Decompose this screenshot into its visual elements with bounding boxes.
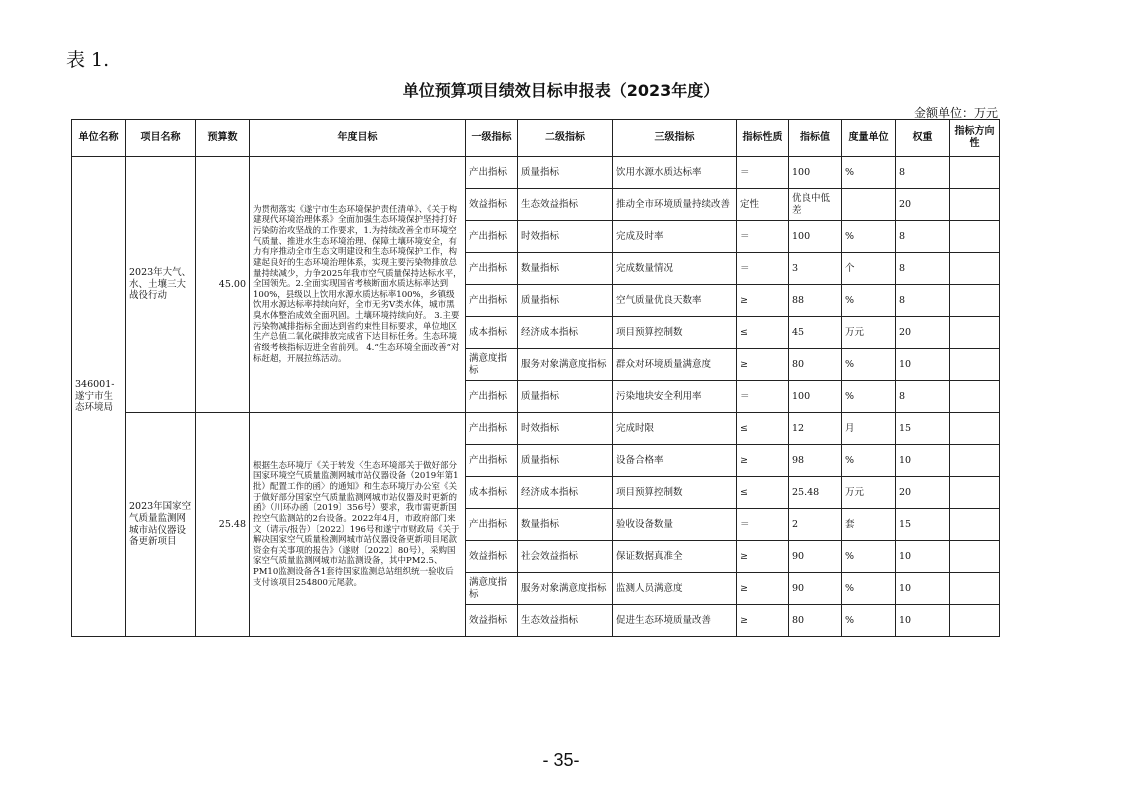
level2-indicator-cell: 服务对象满意度指标 [518, 349, 613, 381]
budget-cell: 25.48 [196, 413, 250, 637]
weight-cell: 8 [896, 381, 950, 413]
header-cell: 三级指标 [613, 120, 737, 157]
level1-indicator-cell: 成本指标 [466, 477, 518, 509]
page-number: - 35- [542, 750, 580, 770]
indicator-nature-cell: ≥ [737, 349, 789, 381]
indicator-value-cell: 90 [789, 541, 842, 573]
header-cell: 指标方向性 [950, 120, 1000, 157]
level2-indicator-cell: 质量指标 [518, 381, 613, 413]
indicator-nature-cell: ≥ [737, 285, 789, 317]
weight-cell: 15 [896, 413, 950, 445]
level2-indicator-cell: 质量指标 [518, 285, 613, 317]
measure-unit-cell: 个 [842, 253, 896, 285]
level2-indicator-cell: 时效指标 [518, 221, 613, 253]
level2-indicator-cell: 社会效益指标 [518, 541, 613, 573]
table-row [72, 157, 1000, 189]
indicator-value-cell: 80 [789, 349, 842, 381]
indicator-nature-cell: ＝ [737, 381, 789, 413]
level3-indicator-cell: 饮用水源水质达标率 [613, 157, 737, 189]
indicator-direction-cell [950, 477, 1000, 509]
level3-indicator-cell: 空气质量优良天数率 [613, 285, 737, 317]
indicator-value-cell: 90 [789, 573, 842, 605]
annual-goal-cell: 为贯彻落实《遂宁市生态环境保护责任清单》、《关于构建现代环境治理体系》全面加强生态环境保护坚持打好污染防治攻坚战的工作要求，1.为持续改善全市环境空气质量、推进水生态环境治理、保障土壤环境安全，有力有序推动全市生态文明建设和生态环境保护工作，构建起良好的生态环境治理体系，实现主要污染物排放总量持续减少，力争2025年我市空气质量保持达标水平，全国领先。2.全面实现国省考核断面水质达标率达到100%，县级以上饮用水源水质达标率100%，乡镇级饮用水源达标率持续向好，全市无劣Ⅴ类水体，城市黑臭水体整治成效全面巩固。土壤环境持续向好。 3.主要污染物减排指标全面达到省约束性目标要求，单位地区生产总值二氧化碳排放完成省下达目标任务。生态环境省级考核指标迈进全省前列。 4.“生态环境全面改善”对标赶超，开展拉练活动。 [250, 157, 466, 413]
indicator-value-cell: 100 [789, 381, 842, 413]
measure-unit-cell: % [842, 221, 896, 253]
indicator-direction-cell [950, 317, 1000, 349]
indicator-value-cell: 45 [789, 317, 842, 349]
indicator-direction-cell [950, 285, 1000, 317]
weight-cell: 10 [896, 349, 950, 381]
indicator-nature-cell: ＝ [737, 157, 789, 189]
header-cell: 预算数 [196, 120, 250, 157]
header-cell: 权重 [896, 120, 950, 157]
indicator-direction-cell [950, 605, 1000, 637]
level2-indicator-cell: 时效指标 [518, 413, 613, 445]
level2-indicator-cell: 生态效益指标 [518, 605, 613, 637]
measure-unit-cell: 万元 [842, 477, 896, 509]
level2-indicator-cell: 经济成本指标 [518, 477, 613, 509]
indicator-value-cell: 25.48 [789, 477, 842, 509]
measure-unit-cell: % [842, 381, 896, 413]
table-header-row [72, 120, 1000, 157]
header-cell: 指标性质 [737, 120, 789, 157]
weight-cell: 20 [896, 477, 950, 509]
level1-indicator-cell: 满意度指标 [466, 349, 518, 381]
indicator-nature-cell: ≤ [737, 477, 789, 509]
indicator-value-cell: 3 [789, 253, 842, 285]
level1-indicator-cell: 产出指标 [466, 157, 518, 189]
level3-indicator-cell: 设备合格率 [613, 445, 737, 477]
project-name-cell: 2023年国家空气质量监测网城市站仪器设备更新项目 [126, 413, 196, 637]
level3-indicator-cell: 推动全市环境质量持续改善 [613, 189, 737, 221]
level3-indicator-cell: 项目预算控制数 [613, 317, 737, 349]
level3-indicator-cell: 保证数据真准全 [613, 541, 737, 573]
level3-indicator-cell: 验收设备数量 [613, 509, 737, 541]
indicator-value-cell: 12 [789, 413, 842, 445]
amount-unit-label: 金额单位：万元 [913, 106, 998, 120]
level2-indicator-cell: 质量指标 [518, 445, 613, 477]
header-cell: 度量单位 [842, 120, 896, 157]
level3-indicator-cell: 群众对环境质量满意度 [613, 349, 737, 381]
weight-cell: 8 [896, 285, 950, 317]
weight-cell: 8 [896, 253, 950, 285]
header-cell: 指标值 [789, 120, 842, 157]
indicator-direction-cell [950, 573, 1000, 605]
header-cell: 年度目标 [250, 120, 466, 157]
level1-indicator-cell: 效益指标 [466, 189, 518, 221]
measure-unit-cell: % [842, 573, 896, 605]
indicator-direction-cell [950, 381, 1000, 413]
weight-cell: 15 [896, 509, 950, 541]
level3-indicator-cell: 项目预算控制数 [613, 477, 737, 509]
level3-indicator-cell: 促进生态环境质量改善 [613, 605, 737, 637]
level1-indicator-cell: 产出指标 [466, 445, 518, 477]
indicator-nature-cell: ＝ [737, 221, 789, 253]
level1-indicator-cell: 产出指标 [466, 221, 518, 253]
indicator-nature-cell: ≥ [737, 445, 789, 477]
page-title: 单位预算项目绩效目标申报表（2023年度） [402, 81, 720, 100]
weight-cell: 10 [896, 541, 950, 573]
measure-unit-cell: 套 [842, 509, 896, 541]
level1-indicator-cell: 产出指标 [466, 509, 518, 541]
weight-cell: 20 [896, 189, 950, 221]
indicator-nature-cell: ≤ [737, 413, 789, 445]
level3-indicator-cell: 监测人员满意度 [613, 573, 737, 605]
indicator-nature-cell: ≥ [737, 541, 789, 573]
header-cell: 二级指标 [518, 120, 613, 157]
measure-unit-cell: % [842, 605, 896, 637]
weight-cell: 10 [896, 573, 950, 605]
project-name-cell: 2023年大气、水、土壤三大战役行动 [126, 157, 196, 413]
header-cell: 一级指标 [466, 120, 518, 157]
level2-indicator-cell: 经济成本指标 [518, 317, 613, 349]
indicator-value-cell: 100 [789, 221, 842, 253]
indicator-direction-cell [950, 221, 1000, 253]
indicator-value-cell: 88 [789, 285, 842, 317]
indicator-direction-cell [950, 413, 1000, 445]
measure-unit-cell: 万元 [842, 317, 896, 349]
header-cell: 项目名称 [126, 120, 196, 157]
measure-unit-cell: % [842, 445, 896, 477]
unit-name-cell: 346001-遂宁市生态环境局 [72, 157, 126, 637]
measure-unit-cell: % [842, 541, 896, 573]
level1-indicator-cell: 满意度指标 [466, 573, 518, 605]
level1-indicator-cell: 产出指标 [466, 413, 518, 445]
indicator-direction-cell [950, 349, 1000, 381]
indicator-direction-cell [950, 189, 1000, 221]
indicator-value-cell: 80 [789, 605, 842, 637]
indicator-direction-cell [950, 157, 1000, 189]
level3-indicator-cell: 完成及时率 [613, 221, 737, 253]
indicator-direction-cell [950, 445, 1000, 477]
weight-cell: 8 [896, 221, 950, 253]
level2-indicator-cell: 生态效益指标 [518, 189, 613, 221]
level1-indicator-cell: 效益指标 [466, 605, 518, 637]
measure-unit-cell [842, 189, 896, 221]
indicator-value-cell: 98 [789, 445, 842, 477]
level1-indicator-cell: 产出指标 [466, 253, 518, 285]
measure-unit-cell: 月 [842, 413, 896, 445]
indicator-direction-cell [950, 541, 1000, 573]
level2-indicator-cell: 质量指标 [518, 157, 613, 189]
level1-indicator-cell: 产出指标 [466, 381, 518, 413]
weight-cell: 10 [896, 445, 950, 477]
measure-unit-cell: % [842, 349, 896, 381]
table-label: 表 1. [66, 49, 110, 71]
indicator-nature-cell: ＝ [737, 509, 789, 541]
indicator-nature-cell: ＝ [737, 253, 789, 285]
budget-cell: 45.00 [196, 157, 250, 413]
measure-unit-cell: % [842, 285, 896, 317]
level3-indicator-cell: 完成数量情况 [613, 253, 737, 285]
weight-cell: 8 [896, 157, 950, 189]
weight-cell: 20 [896, 317, 950, 349]
level1-indicator-cell: 成本指标 [466, 317, 518, 349]
indicator-nature-cell: ≤ [737, 317, 789, 349]
performance-target-table [71, 119, 1000, 637]
indicator-nature-cell: 定性 [737, 189, 789, 221]
indicator-direction-cell [950, 509, 1000, 541]
level2-indicator-cell: 数量指标 [518, 509, 613, 541]
level1-indicator-cell: 效益指标 [466, 541, 518, 573]
indicator-direction-cell [950, 253, 1000, 285]
indicator-value-cell: 优良中低差 [789, 189, 842, 221]
level1-indicator-cell: 产出指标 [466, 285, 518, 317]
indicator-value-cell: 2 [789, 509, 842, 541]
level2-indicator-cell: 数量指标 [518, 253, 613, 285]
measure-unit-cell: % [842, 157, 896, 189]
table-row [72, 413, 1000, 445]
level3-indicator-cell: 完成时限 [613, 413, 737, 445]
level2-indicator-cell: 服务对象满意度指标 [518, 573, 613, 605]
header-cell: 单位名称 [72, 120, 126, 157]
indicator-value-cell: 100 [789, 157, 842, 189]
indicator-nature-cell: ≥ [737, 573, 789, 605]
indicator-nature-cell: ≥ [737, 605, 789, 637]
annual-goal-cell: 根据生态环境厅《关于转发〈生态环境部关于做好部分国家环境空气质量监测网城市站仪器设备（2019年第1批）配置工作的函〉的通知》和生态环境厅办公室《关于做好部分国家空气质量监测网城市站仪器及时更新的函》（川环办函〔2019〕356号）要求，我市需更新国控空气监测站的2台设备。2022年4月，市政府部门来文（请示/报告）〔2022〕196号和遂宁市财政局《关于解决国家空气质量检测网城市站仪器设备更新项目尾款资金有关事项的报告》（遂财〔2022〕80号），采购国家空气质量监测网城市站监测设备，其中PM2.5、PM10监测设备各1套待国家监测总站组织统一验收后支付该项目254800元尾款。 [250, 413, 466, 637]
level3-indicator-cell: 污染地块安全利用率 [613, 381, 737, 413]
weight-cell: 10 [896, 605, 950, 637]
